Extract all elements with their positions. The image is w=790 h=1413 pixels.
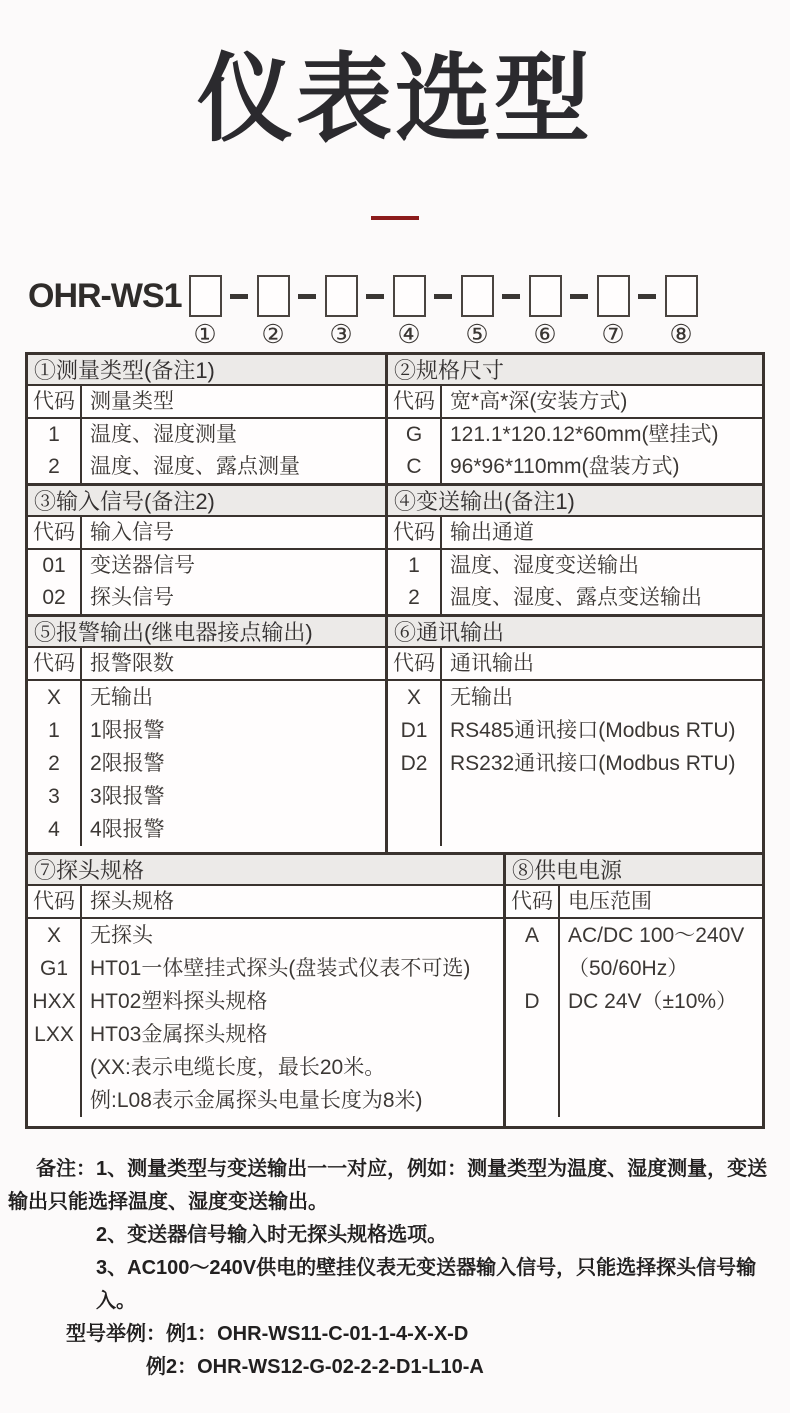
section-data (388, 681, 762, 852)
column-header-row (28, 386, 385, 419)
label-column (442, 550, 762, 614)
position-number: ⑥ (533, 319, 557, 349)
label-cell: (XX:表示电缆长度，最长20米。 (90, 1056, 386, 1079)
code-cell: D1 (400, 719, 428, 742)
label-cell: 探头信号 (90, 586, 174, 609)
code-cell: G (405, 423, 423, 446)
position-number: ⑤ (465, 319, 489, 349)
model-dash-separator (494, 275, 529, 317)
code-column (28, 419, 82, 483)
label-cell: 96*96*110mm(盘装方式) (450, 455, 680, 478)
label-cell: HT03金属探头规格 (90, 1023, 268, 1046)
position-number: ③ (329, 319, 353, 349)
section-data (506, 919, 762, 1126)
table-band-2 (28, 483, 762, 614)
label-column-header: 电压范围 (568, 890, 652, 913)
column-header-row (28, 517, 385, 550)
model-code-box (597, 275, 630, 317)
selection-table (25, 352, 765, 1129)
code-cell (28, 1051, 80, 1084)
section-data (388, 550, 762, 614)
code-column (28, 919, 82, 1117)
code-cell (28, 1084, 80, 1117)
label-cell: RS232通讯接口(Modbus RTU) (450, 752, 736, 775)
code-column-header: 代码 (28, 517, 82, 548)
position-number: ⑦ (601, 319, 625, 349)
section-right (385, 486, 762, 614)
label-cell: 4限报警 (90, 818, 165, 841)
code-cell: X (46, 686, 61, 709)
label-column-header: 测量类型 (90, 390, 174, 413)
position-number: ④ (397, 319, 421, 349)
column-header-row (388, 517, 762, 550)
section-right (503, 855, 762, 1126)
section-right (385, 617, 762, 852)
code-column (28, 550, 82, 614)
label-cell: 无输出 (90, 686, 153, 709)
model-dash-separator (222, 275, 257, 317)
code-cell: D (524, 990, 540, 1013)
code-column (28, 681, 82, 846)
model-dash-separator (562, 275, 597, 317)
code-column-header: 代码 (388, 517, 442, 548)
section-title: ①测量类型(备注1) (28, 355, 385, 386)
code-cell: A (524, 924, 539, 947)
model-dash-separator (290, 275, 325, 317)
model-dash-separator (426, 275, 461, 317)
red-dash-divider (371, 216, 419, 220)
position-number: ⑧ (669, 319, 693, 349)
code-cell: C (406, 455, 422, 478)
label-cell: 变送器信号 (90, 554, 195, 577)
section-title: ⑥通讯输出 (388, 617, 762, 648)
section-data (28, 419, 385, 483)
code-cell: D2 (400, 752, 428, 775)
section-title: ②规格尺寸 (388, 355, 762, 386)
column-header-row (28, 648, 385, 681)
model-position-3 (325, 275, 358, 349)
label-cell: 1限报警 (90, 719, 165, 742)
notes-block (8, 1153, 782, 1384)
label-column (442, 681, 762, 846)
model-dash-separator (630, 275, 665, 317)
model-position-1 (189, 275, 222, 349)
column-header-row (506, 886, 762, 919)
code-column-header: 代码 (28, 886, 82, 917)
section-title: ④变送输出(备注1) (388, 486, 762, 517)
code-column-header: 代码 (28, 386, 82, 417)
code-cell: 2 (408, 586, 420, 609)
label-cell: 温度、湿度、露点变送输出 (450, 586, 702, 609)
code-column (506, 919, 560, 1117)
code-cell: X (46, 924, 61, 947)
dash-icon (570, 294, 588, 299)
label-column (82, 681, 385, 846)
label-cell: 无探头 (90, 924, 153, 947)
label-cell: AC/DC 100～240V (568, 924, 745, 947)
model-position-7 (597, 275, 630, 349)
label-cell: 3限报警 (90, 785, 165, 808)
code-column (388, 550, 442, 614)
section-right (385, 355, 762, 483)
label-column (82, 419, 385, 483)
section-data (28, 681, 385, 852)
section-data (388, 419, 762, 483)
code-cell: 1 (48, 719, 60, 742)
model-code-box (189, 275, 222, 317)
dash-icon (230, 294, 248, 299)
code-cell: 2 (48, 752, 60, 775)
column-header-row (28, 886, 503, 919)
note-line: 例2：OHR-WS12-G-02-2-2-D1-L10-A (146, 1356, 484, 1378)
code-column-header: 代码 (388, 648, 442, 679)
note-line: 3、AC100～240V供电的壁挂仪表无变送器输入信号，只能选择探头信号输入。 (96, 1257, 757, 1312)
label-column-header: 通讯输出 (450, 652, 534, 675)
code-column-header: 代码 (28, 648, 82, 679)
label-cell: HT02塑料探头规格 (90, 990, 268, 1013)
dash-icon (434, 294, 452, 299)
section-title: ⑦探头规格 (28, 855, 503, 886)
position-number: ② (261, 319, 285, 349)
code-cell: 1 (48, 423, 60, 446)
model-dash-separator (358, 275, 393, 317)
code-column-header: 代码 (388, 386, 442, 417)
model-position-4 (393, 275, 426, 349)
label-cell: 温度、湿度测量 (90, 423, 237, 446)
note-line: 2、变送器信号输入时无探头规格选项。 (96, 1224, 448, 1246)
model-code-box (665, 275, 698, 317)
label-column (82, 919, 503, 1117)
code-column (388, 419, 442, 483)
label-column (560, 919, 762, 1117)
label-cell: RS485通讯接口(Modbus RTU) (450, 719, 736, 742)
label-cell: 例:L08表示金属探头电量长度为8米) (90, 1089, 423, 1112)
dash-icon (638, 294, 656, 299)
code-cell: 2 (48, 455, 60, 478)
model-code-row (28, 275, 790, 349)
label-column-header: 宽*高*深(安装方式) (450, 390, 628, 413)
model-position-5 (461, 275, 494, 349)
section-left (28, 355, 385, 483)
code-cell: HXX (32, 990, 76, 1013)
model-code-box (461, 275, 494, 317)
code-cell: 01 (42, 554, 66, 577)
label-cell: 温度、湿度变送输出 (450, 554, 639, 577)
model-code-box (257, 275, 290, 317)
label-column-header: 输出通道 (450, 521, 534, 544)
code-column (388, 681, 442, 846)
code-column-header: 代码 (506, 886, 560, 917)
position-number: ① (193, 319, 217, 349)
section-title: ③输入信号(备注2) (28, 486, 385, 517)
code-cell: G1 (39, 957, 68, 980)
model-code-box (529, 275, 562, 317)
label-cell: 温度、湿度、露点测量 (90, 455, 300, 478)
model-code-box (325, 275, 358, 317)
section-title: ⑤报警输出(继电器接点输出) (28, 617, 385, 648)
label-column-header: 输入信号 (90, 521, 174, 544)
label-cell: DC 24V（±10%） (568, 990, 738, 1013)
model-position-6 (529, 275, 562, 349)
table-band-3 (28, 614, 762, 852)
dash-icon (502, 294, 520, 299)
model-code-box (393, 275, 426, 317)
column-header-row (388, 648, 762, 681)
section-left (28, 486, 385, 614)
label-cell: 2限报警 (90, 752, 165, 775)
page-title: 仪表选型 (197, 46, 593, 153)
label-cell: （50/60Hz） (568, 957, 689, 980)
label-cell: 无输出 (450, 686, 513, 709)
label-column-header: 报警限数 (90, 652, 174, 675)
code-cell (506, 952, 558, 985)
code-cell: 1 (408, 554, 420, 577)
label-column (442, 419, 762, 483)
dash-icon (366, 294, 384, 299)
column-header-row (388, 386, 762, 419)
code-cell: X (406, 686, 421, 709)
section-data (28, 550, 385, 614)
label-column-header: 探头规格 (90, 890, 174, 913)
label-column (82, 550, 385, 614)
label-cell: 121.1*120.12*60mm(壁挂式) (450, 423, 719, 446)
label-cell: HT01一体壁挂式探头(盘装式仪表不可选) (90, 957, 471, 980)
model-position-2 (257, 275, 290, 349)
code-cell: 3 (48, 785, 60, 808)
note-line: 型号举例：例1：OHR-WS11-C-01-1-4-X-X-D (66, 1323, 469, 1345)
section-left (28, 855, 503, 1126)
table-band-1 (28, 355, 762, 483)
section-title: ⑧供电电源 (506, 855, 762, 886)
code-cell: 4 (48, 818, 60, 841)
code-cell: 02 (42, 586, 66, 609)
model-prefix: OHR-WS1 (28, 277, 182, 315)
note-line: 备注：1、测量类型与变送输出一一对应，例如：测量类型为温度、湿度测量，变送输出只能选择温度、湿度变送输出。 (8, 1158, 768, 1213)
table-band-4 (28, 852, 762, 1126)
code-cell: LXX (34, 1023, 74, 1046)
model-position-8 (665, 275, 698, 349)
section-data (28, 919, 503, 1126)
dash-icon (298, 294, 316, 299)
section-left (28, 617, 385, 852)
